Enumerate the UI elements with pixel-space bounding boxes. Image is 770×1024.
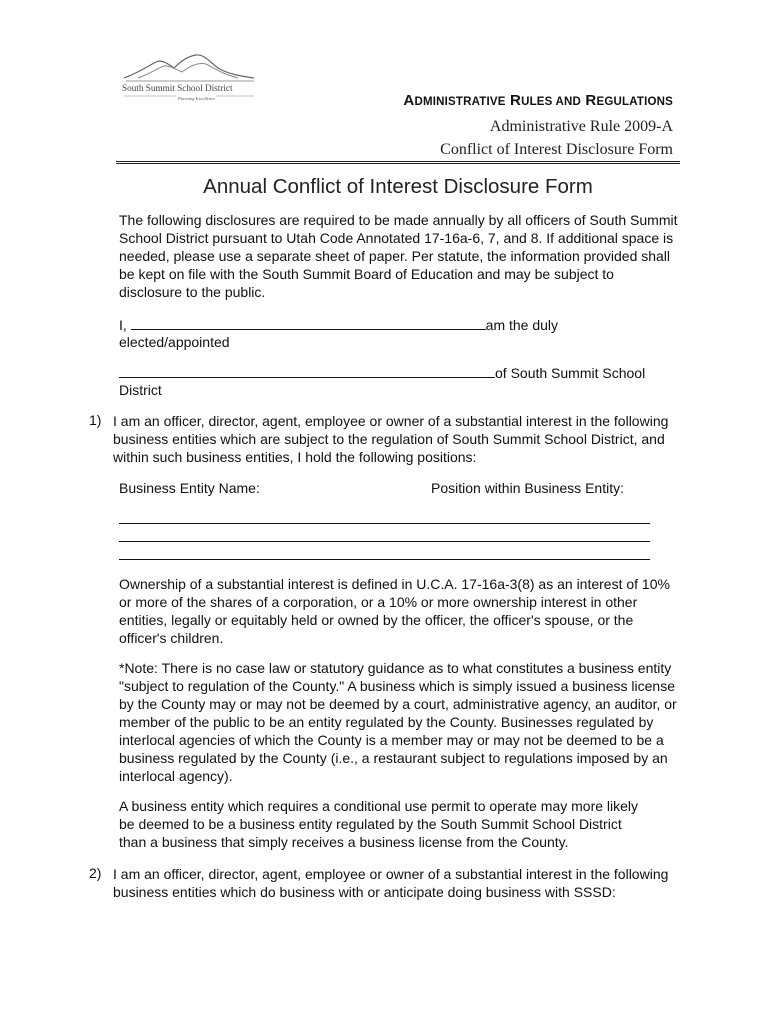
conditional-use-paragraph: A business entity which requires a conditional use permit to operate may more likely be deemed to be a business entity regulated by the South Summit School District than a business that simply receives a business license from the County. bbox=[119, 798, 639, 850]
position-column-label: Position within Business Entity: bbox=[431, 480, 624, 496]
district-text: District bbox=[119, 382, 162, 398]
page-title: Annual Conflict of Interest Disclosure Form bbox=[203, 175, 593, 198]
header-divider bbox=[116, 161, 680, 164]
logo-tagline: Pursuing Excellence bbox=[178, 96, 216, 101]
rule-number: Administrative Rule 2009-A bbox=[489, 118, 673, 135]
district-logo bbox=[118, 50, 258, 118]
office-input-line[interactable] bbox=[119, 363, 495, 378]
note-paragraph: *Note: There is no case law or statutory guidance as to what constitutes a business entity "subject to regulation of the County." A business which is simply issued a business license by the County may or may not be deemed by a court, administrative agency, an auditor, or member of the public to be an entity regulated by the County. Businesses regulated by interlocal agencies of which the County is a member may or may not be deemed to be a business regulated by the County (i.e., a restaurant subject to regulations imposed by an interlocal agency). bbox=[119, 660, 677, 784]
business-entity-column-label: Business Entity Name: bbox=[119, 480, 260, 496]
name-input-line[interactable] bbox=[131, 315, 486, 330]
logo-district-name: South Summit School District bbox=[122, 83, 233, 93]
item-1-text: I am an officer, director, agent, employee or owner of a substantial interest in the following business entities which are subject to the regulation of South Summit School District, and within such business entities, I hold the following positions: bbox=[113, 413, 669, 465]
office-statement: of South Summit School bbox=[119, 363, 679, 382]
ownership-definition: Ownership of a substantial interest is defined in U.C.A. 17-16a-3(8) as an interest of 10% or more of the shares of a corporation, or a 10% or more ownership interest in other entities, legally or equitably held or owned by the officer, the officer's spouse, or the officer's children. bbox=[119, 576, 670, 646]
item-1-number: 1) bbox=[89, 412, 102, 428]
entity-input-line-2[interactable] bbox=[119, 541, 650, 542]
elected-appointed-text: elected/appointed bbox=[119, 334, 230, 350]
header-form-name: Conflict of Interest Disclosure Form bbox=[440, 141, 673, 158]
item-2-number: 2) bbox=[89, 865, 102, 881]
item-2-text: I am an officer, director, agent, employee or owner of a substantial interest in the following business entities which do business with or anticipate doing business with SSSD: bbox=[113, 866, 669, 900]
intro-paragraph: The following disclosures are required to be made annually by all officers of South Summit School District pursuant to Utah Code Annotated 17-16a-6, 7, and 8. If additional space is needed, please use a separate sheet of paper. Per statute, the information provided shall be kept on file with the South Summit Board of Education and may be subject to disclosure to the public. bbox=[119, 212, 678, 300]
entity-input-line-1[interactable] bbox=[119, 523, 650, 524]
name-statement: I, am the duly bbox=[119, 317, 559, 333]
header-title: ADMINISTRATIVE RULES AND REGULATIONS bbox=[403, 92, 673, 109]
entity-input-line-3[interactable] bbox=[119, 559, 650, 560]
